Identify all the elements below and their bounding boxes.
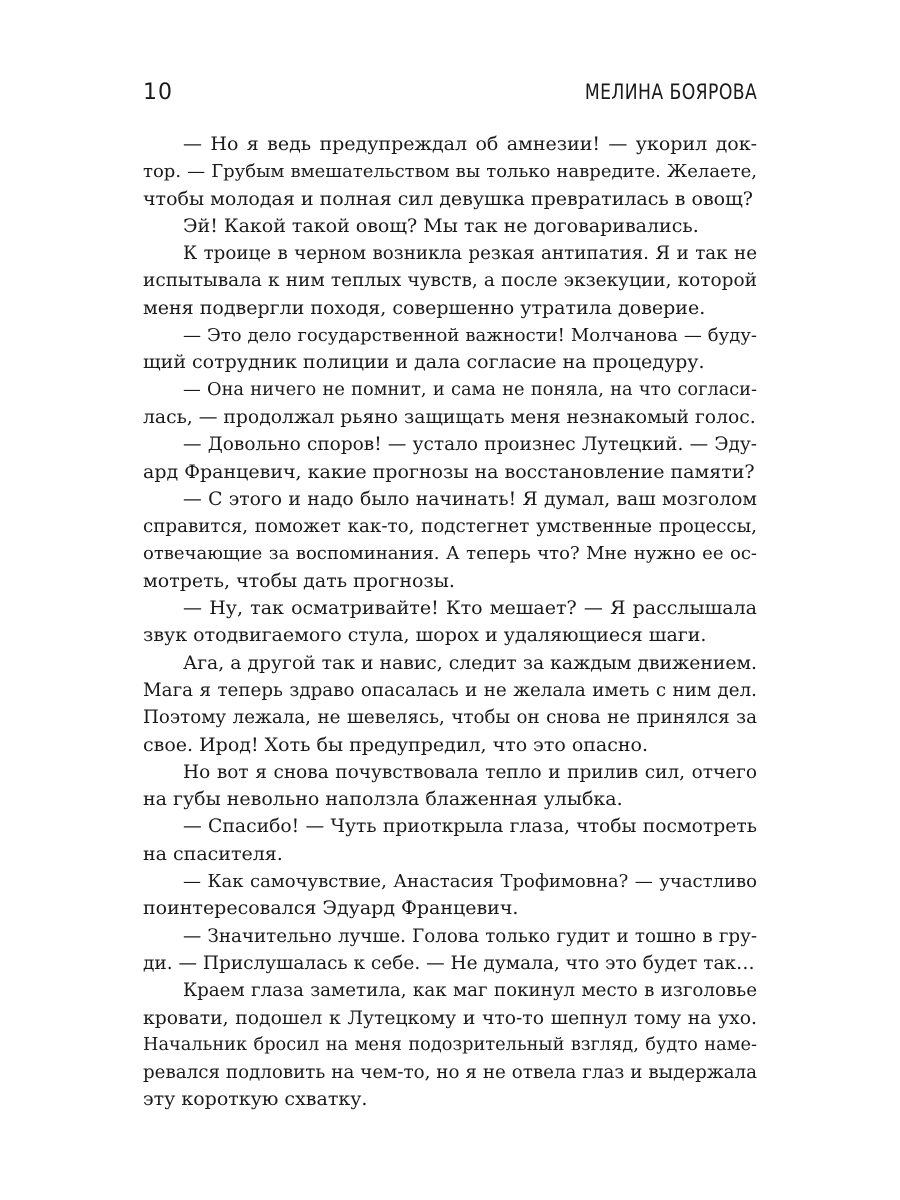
text-line: мотреть, чтобы дать прогнозы.	[143, 569, 455, 592]
text-line: ревался подловить на чем-то, но я не отвела глаз и выдержала	[143, 1062, 757, 1084]
text-line: — Значительно лучше. Голова только гудит и тошно в гру-	[183, 925, 757, 947]
page-number: 10	[143, 80, 173, 105]
text-line: Ага, а другой так и навис, следит за каждым движением.	[183, 652, 757, 674]
text-line: Начальник бросил на меня подозрительный взгляд, будто наме-	[143, 1034, 757, 1055]
text-line: на губы невольно наползла блаженная улыбка.	[143, 788, 623, 811]
text-line: тор. — Грубым вмешательством вы только навредите. Желаете,	[143, 161, 757, 183]
text-line: чтобы молодая и полная сил девушка превратилась в овощ?	[143, 187, 753, 210]
text-line: испытывала к ним теплых чувств, а после экзекуции, которой	[143, 270, 757, 292]
text-line: свое. Ирод! Хоть бы предупредил, что это опасно.	[143, 733, 649, 756]
text-line: — Она ничего не помнит, и сама не поняла, на что согласи-	[183, 379, 757, 400]
text-line: — Но я ведь предупреждал об амнезии! — укорил док-	[183, 133, 757, 155]
text-line: лась, — продолжал рьяно защищать меня незнакомый голос.	[143, 406, 756, 428]
text-line: звук отодвигаемого стула, шорох и удаляющиеся шаги.	[143, 624, 707, 647]
text-line: поинтересовался Эдуард Францевич.	[143, 897, 519, 920]
text-line: — Спасибо! — Чуть приоткрыла глаза, чтобы посмотреть	[183, 816, 757, 838]
text-line: — С этого и надо было начинать! Я думал, ваш мозголом	[183, 488, 757, 510]
text-line: Эй! Какой такой овощ? Мы так не договаривались.	[183, 214, 699, 237]
text-line: Краем глаза заметила, как маг покинул место в изголовье	[183, 980, 757, 1002]
running-head	[143, 80, 757, 116]
text-line: меня подвергли походя, совершенно утратила доверие.	[143, 296, 706, 319]
text-line: ди. — Прислушалась к себе. — Не думала, что это будет так…	[143, 952, 755, 974]
text-line: — Как самочувствие, Анастасия Трофимовна? — участливо	[183, 871, 757, 893]
body-text	[143, 131, 757, 1114]
text-line: эту короткую схватку.	[143, 1088, 368, 1111]
text-line: — Ну, так осматривайте! Кто мешает? — Я расслышала	[183, 597, 757, 620]
text-line: отвечающие за воспоминания. А теперь что? Мне нужно ее ос-	[143, 543, 757, 565]
text-line: щий сотрудник полиции и дала согласие на процедуру.	[143, 351, 705, 374]
text-line: на спасителя.	[143, 842, 283, 865]
text-line: кровати, подошел к Лутецкому и что-то шепнул тому на ухо.	[143, 1007, 757, 1029]
text-line: Поэтому лежала, не шевелясь, чтобы он снова не принялся за	[143, 707, 757, 729]
text-line: — Это дело государственной важности! Молчанова — буду-	[183, 325, 757, 347]
text-line: — Довольно споров! — устало произнес Лутецкий. — Эду-	[183, 434, 757, 456]
text-line: Но вот я снова почувствовала тепло и прилив сил, отчего	[183, 761, 757, 783]
text-line: Мага я теперь здраво опасалась и не желала иметь с ним дел.	[143, 679, 757, 701]
book-author: МЕЛИНА БОЯРОВА	[584, 80, 757, 104]
text-line: К троице в черном возникла резкая антипатия. Я и так не	[183, 243, 757, 265]
text-line: ард Францевич, какие прогнозы на восстановление памяти?	[143, 460, 755, 483]
text-line: справится, поможет как-то, подстегнет умственные процессы,	[143, 516, 757, 538]
